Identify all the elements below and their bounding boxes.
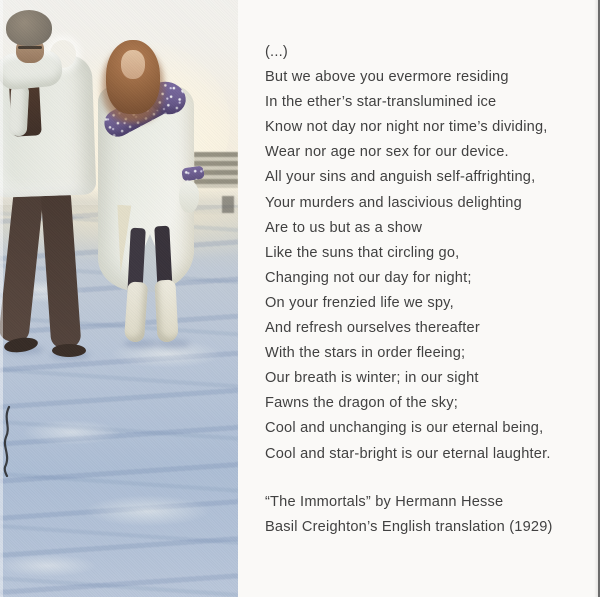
poem-line: Your murders and lascivious delighting (265, 194, 522, 211)
poem-line: On your frenzied life we spy, (265, 294, 454, 311)
poem-line: And refresh ourselves thereafter (265, 320, 480, 337)
poem-line: In the ether’s star-translumined ice (265, 94, 497, 111)
poem-line: All your sins and anguish self-affrighting, (265, 169, 536, 186)
poem-translation-credit: Basil Creighton’s English translation (1929) (265, 518, 553, 535)
poem-line: Our breath is winter; in our sight (265, 370, 479, 387)
poem-line: Wear nor age nor sex for our device. (265, 144, 509, 161)
poem-title-attribution: “The Immortals” by Hermann Hesse (265, 493, 504, 510)
photo-grain-overlay (0, 0, 238, 597)
poem-line: Cool and unchanging is our eternal being, (265, 420, 544, 437)
poem-credits (265, 490, 590, 540)
poem-line: Are to us but as a show (265, 219, 423, 236)
poem-line: Know not day nor night nor time’s dividing, (265, 119, 548, 136)
poem-line: Like the suns that circling go, (265, 244, 460, 261)
poem-line: Cool and star-bright is our eternal laughter. (265, 445, 551, 462)
poem-line: Fawns the dragon of the sky; (265, 395, 458, 412)
poem-line: But we above you evermore residing (265, 69, 509, 86)
winter-photo (0, 0, 238, 597)
poem-line: With the stars in order fleeing; (265, 345, 466, 362)
poem-line: Changing not our day for night; (265, 269, 472, 286)
poem-ellipsis: (...) (265, 44, 288, 60)
poem-text-column (265, 40, 590, 540)
